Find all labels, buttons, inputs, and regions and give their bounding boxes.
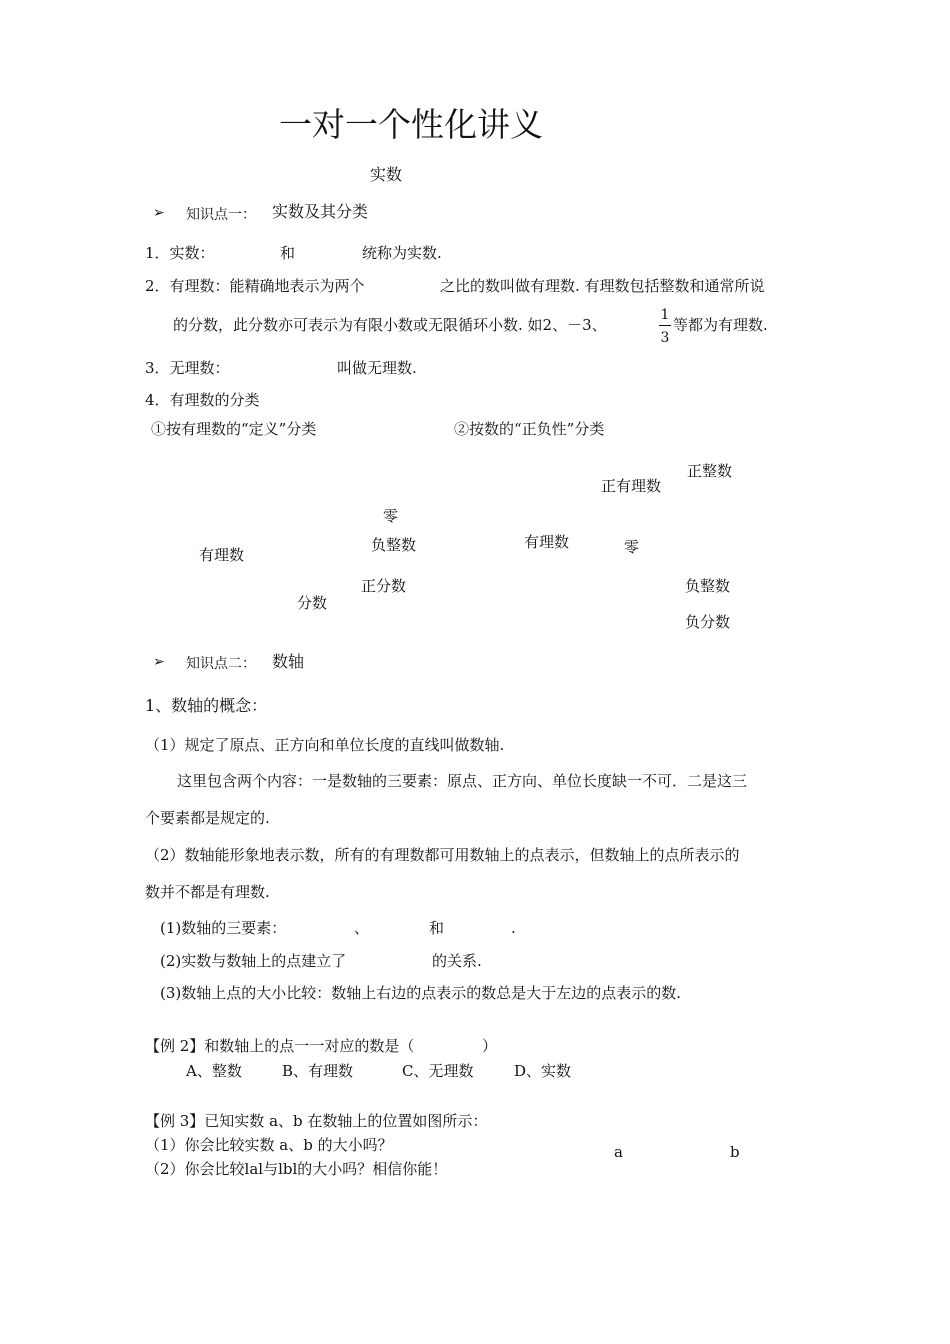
example-2-close-paren: ）: [482, 1037, 498, 1055]
line-2-end: 之比的数叫做有理数. 有理数包括整数和通常所说: [440, 277, 765, 295]
example-3-sub-1: （1）你会比较实数 a、b 的大小吗？: [145, 1136, 393, 1154]
class1-positive-fraction: 正分数: [361, 577, 407, 595]
question-3: (3)数轴上点的大小比较：数轴上右边的点表示的数总是大于左边的点表示的数.: [160, 984, 682, 1002]
line-5: 4．有理数的分类: [145, 391, 260, 409]
number-line-label-a: a: [614, 1143, 623, 1161]
classification-by-definition: ①按有理数的“定义”分类: [151, 420, 317, 438]
question-1-sep: 、: [354, 919, 370, 937]
class2-zero: 零: [624, 538, 640, 556]
class2-negative-integer: 负整数: [685, 577, 731, 595]
example-3-sub-2: （2）你会比较lal与lbl的大小吗？相信你能！: [145, 1160, 448, 1178]
example-3-question: 【例 3】已知实数 a、b 在数轴上的位置如图所示：: [145, 1112, 488, 1130]
number-line-concept-heading: 1、数轴的概念：: [145, 696, 268, 715]
class1-rational: 有理数: [199, 546, 245, 564]
section-heading: 实数及其分类: [272, 202, 369, 221]
line-3-end: 等都为有理数.: [673, 316, 768, 334]
page-subtitle: 实数: [370, 165, 403, 184]
paragraph-1: （1）规定了原点、正方向和单位长度的直线叫做数轴.: [145, 736, 505, 754]
line-4-end: 叫做无理数.: [337, 359, 417, 377]
class2-positive-rational: 正有理数: [601, 477, 662, 495]
paragraph-4: （2）数轴能形象地表示数，所有的有理数都可用数轴上的点表示，但数轴上的点所表示的: [145, 846, 740, 864]
option-a: A、整数: [186, 1062, 242, 1080]
class2-negative-fraction: 负分数: [685, 613, 731, 631]
option-c: C、无理数: [402, 1062, 474, 1080]
number-line-label-b: b: [730, 1143, 740, 1161]
question-2-end: 的关系.: [432, 952, 482, 970]
line-1-start: 1．实数：: [145, 244, 215, 262]
line-3-start: 的分数，此分数亦可表示为有限小数或无限循环小数. 如2、－3、: [173, 316, 607, 334]
fraction-bar: [659, 325, 671, 326]
line-2-start: 2．有理数：能精确地表示为两个: [145, 277, 365, 295]
bullet-arrow-icon: ➢: [153, 654, 165, 670]
class2-rational: 有理数: [524, 533, 570, 551]
fraction-denominator: 3: [660, 330, 670, 346]
paragraph-5: 数并不都是有理数.: [145, 883, 270, 901]
paragraph-3: 个要素都是规定的.: [145, 809, 270, 827]
question-1-start: (1)数轴的三要素：: [160, 919, 287, 937]
class1-fraction: 分数: [297, 594, 328, 612]
page-title: 一对一个性化讲义: [279, 105, 543, 144]
option-b: B、有理数: [282, 1062, 354, 1080]
line-1-end: 统称为实数.: [362, 244, 442, 262]
class1-negative-integer: 负整数: [371, 536, 417, 554]
section-label: 知识点二：: [186, 656, 256, 672]
question-2-start: (2)实数与数轴上的点建立了: [160, 952, 347, 970]
question-1-end: .: [511, 919, 516, 937]
fraction-numerator: 1: [660, 307, 670, 323]
line-1-mid: 和: [280, 244, 296, 262]
example-2-question: 【例 2】和数轴上的点一一对应的数是（: [145, 1037, 415, 1055]
section-heading: 数轴: [272, 652, 305, 671]
class2-positive-integer: 正整数: [687, 462, 733, 480]
line-4-start: 3．无理数：: [145, 359, 230, 377]
classification-by-sign: ②按数的“正负性”分类: [454, 420, 605, 438]
question-1-and: 和: [429, 919, 445, 937]
section-label: 知识点一：: [186, 207, 256, 223]
option-d: D、实数: [514, 1062, 572, 1080]
class1-zero: 零: [383, 507, 399, 525]
paragraph-2: 这里包含两个内容：一是数轴的三要素：原点、正方向、单位长度缺一不可．二是这三: [177, 772, 748, 790]
bullet-arrow-icon: ➢: [153, 205, 165, 221]
